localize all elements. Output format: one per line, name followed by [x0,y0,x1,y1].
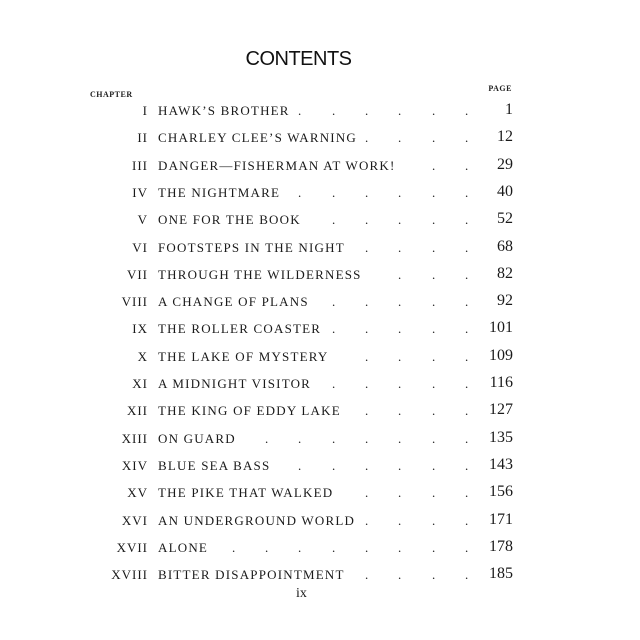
chapter-number: XV [127,485,148,501]
toc-entry [0,237,640,262]
toc-entry [0,403,640,425]
chapter-title: THE NIGHTMARE [158,184,281,200]
dot-leader: . [332,539,336,555]
page-number: 116 [489,374,513,391]
toc-entry [0,321,640,343]
dot-leader: . [465,485,469,501]
toc-entry [0,455,640,480]
page-number: 143 [489,455,513,473]
toc-entry [0,485,640,507]
dot-leader: . [432,212,436,228]
dot-leader: . [332,294,336,310]
dot-leader: . [365,212,369,228]
page-number: 92 [497,292,513,310]
dot-leader: . [398,485,402,501]
dot-leader: . [398,539,402,555]
chapter-number: II [137,130,148,146]
dot-leader: . [398,512,402,528]
chapter-number: X [137,348,148,364]
dot-leader: . [465,184,469,200]
chapter-number: XII [126,403,148,419]
chapter-number: XI [132,376,148,391]
dot-leader: . [465,157,469,173]
dot-leader: . [332,321,336,337]
dot-leader: . [265,430,269,446]
dot-leader: . [465,212,469,228]
dot-leader: . [332,103,336,118]
dot-leader: . [365,239,369,255]
dot-leader: . [365,294,369,310]
chapter-title: CHARLEY CLEE’S WARNING [158,130,358,146]
toc-entry [0,428,640,453]
dot-leader: . [465,294,469,310]
dot-leader: . [398,184,402,200]
dot-leader: . [432,266,436,282]
dot-leader: . [432,130,436,146]
dot-leader: . [365,430,369,446]
dot-leader: . [298,103,302,118]
toc-entry [0,155,640,180]
dot-leader: . [398,457,402,473]
dot-leader: . [432,157,436,173]
chapter-number: XVI [121,512,148,528]
page-number: 68 [497,237,513,255]
page-number: 29 [497,155,513,173]
toc-entry [0,103,640,125]
dot-leader: . [232,539,236,555]
dot-leader: . [332,212,336,228]
chapter-title: THROUGH THE WILDERNESS [158,266,362,282]
dot-leader: . [365,130,369,146]
dot-leader: . [432,348,436,364]
dot-leader: . [398,266,402,282]
chapter-number: IV [132,184,148,200]
chapter-title: ON GUARD [158,430,236,446]
dot-leader: . [432,567,436,583]
page-number: 82 [497,264,513,282]
page-number: 109 [489,346,513,364]
chapter-number: XVII [116,539,148,555]
chapter-number: IX [132,321,148,337]
page-column-header: PAGE [488,84,512,93]
toc-entry [0,212,640,234]
dot-leader: . [365,103,369,118]
chapter-number: VIII [121,294,148,310]
dot-leader: . [398,103,402,118]
chapter-number: VI [132,239,148,255]
chapter-title: ALONE [158,539,209,555]
dot-leader: . [465,512,469,528]
chapter-number: V [137,212,148,228]
chapter-title: THE ROLLER COASTER [158,321,322,337]
toc-entry [0,376,640,398]
dot-leader: . [398,294,402,310]
page-number: 127 [489,401,513,419]
page-number: 185 [489,565,513,583]
chapter-title: BLUE SEA BASS [158,457,271,473]
dot-leader: . [298,539,302,555]
dot-leader: . [465,457,469,473]
dot-leader: . [398,348,402,364]
chapter-title: DANGER—FISHERMAN AT WORK! [158,157,396,173]
dot-leader: . [432,294,436,310]
chapter-number: III [132,157,148,173]
chapter-title: ONE FOR THE BOOK [158,212,301,228]
dot-leader: . [465,130,469,146]
dot-leader: . [332,457,336,473]
chapter-number: I [142,103,148,118]
chapter-title: FOOTSTEPS IN THE NIGHT [158,239,345,255]
dot-leader: . [332,430,336,446]
dot-leader: . [465,403,469,419]
dot-leader: . [365,539,369,555]
dot-leader: . [465,430,469,446]
chapter-title: A CHANGE OF PLANS [158,294,309,310]
chapter-title: THE PIKE THAT WALKED [158,485,334,501]
page-number: 101 [489,319,513,337]
dot-leader: . [365,348,369,364]
dot-leader: . [465,567,469,583]
dot-leader: . [365,376,369,391]
page-number: 171 [489,510,513,528]
dot-leader: . [432,376,436,391]
dot-leader: . [365,485,369,501]
dot-leader: . [465,348,469,364]
dot-leader: . [365,321,369,337]
chapter-title: AN UNDERGROUND WORLD [158,512,356,528]
dot-leader: . [265,539,269,555]
dot-leader: . [465,266,469,282]
page-number: 135 [489,428,513,446]
chapter-number: XIV [121,457,148,473]
dot-leader: . [432,184,436,200]
page-folio: ix [296,586,307,601]
dot-leader: . [298,430,302,446]
dot-leader: . [365,403,369,419]
dot-leader: . [432,103,436,118]
toc-entry [0,182,640,207]
toc-entry [0,510,640,535]
toc-entry [0,346,640,371]
dot-leader: . [432,239,436,255]
dot-leader: . [365,457,369,473]
dot-leader: . [465,321,469,337]
toc-entry [0,537,640,562]
dot-leader: . [298,457,302,473]
chapter-number: XIII [121,430,148,446]
page-number: 12 [497,128,513,146]
toc-entry [0,567,640,589]
toc-entry [0,294,640,316]
toc-entry [0,130,640,152]
dot-leader: . [398,212,402,228]
dot-leader: . [398,321,402,337]
dot-leader: . [432,430,436,446]
dot-leader: . [365,184,369,200]
chapter-number: XVIII [111,567,148,583]
dot-leader: . [332,184,336,200]
page-number: 40 [497,182,513,200]
toc-entry [0,264,640,289]
chapter-title: THE KING OF EDDY LAKE [158,403,341,419]
dot-leader: . [432,321,436,337]
dot-leader: . [398,403,402,419]
dot-leader: . [432,457,436,473]
chapter-title: THE LAKE OF MYSTERY [158,348,329,364]
dot-leader: . [332,376,336,391]
dot-leader: . [465,539,469,555]
page-title: CONTENTS [245,48,352,70]
dot-leader: . [465,103,469,118]
page-number: 178 [489,537,513,555]
dot-leader: . [365,567,369,583]
chapter-title: HAWK’S BROTHER [158,103,290,118]
page-number: 1 [505,101,513,118]
dot-leader: . [465,376,469,391]
dot-leader: . [432,485,436,501]
dot-leader: . [465,239,469,255]
dot-leader: . [432,512,436,528]
dot-leader: . [398,376,402,391]
chapter-column-header: CHAPTER [90,90,133,99]
chapter-number: VII [126,266,148,282]
dot-leader: . [398,130,402,146]
dot-leader: . [398,567,402,583]
dot-leader: . [365,512,369,528]
dot-leader: . [398,430,402,446]
chapter-title: A MIDNIGHT VISITOR [158,376,312,391]
dot-leader: . [398,239,402,255]
chapter-title: BITTER DISAPPOINTMENT [158,567,345,583]
dot-leader: . [432,539,436,555]
page-number: 156 [489,483,513,501]
page-number: 52 [497,210,513,228]
dot-leader: . [432,403,436,419]
dot-leader: . [298,184,302,200]
